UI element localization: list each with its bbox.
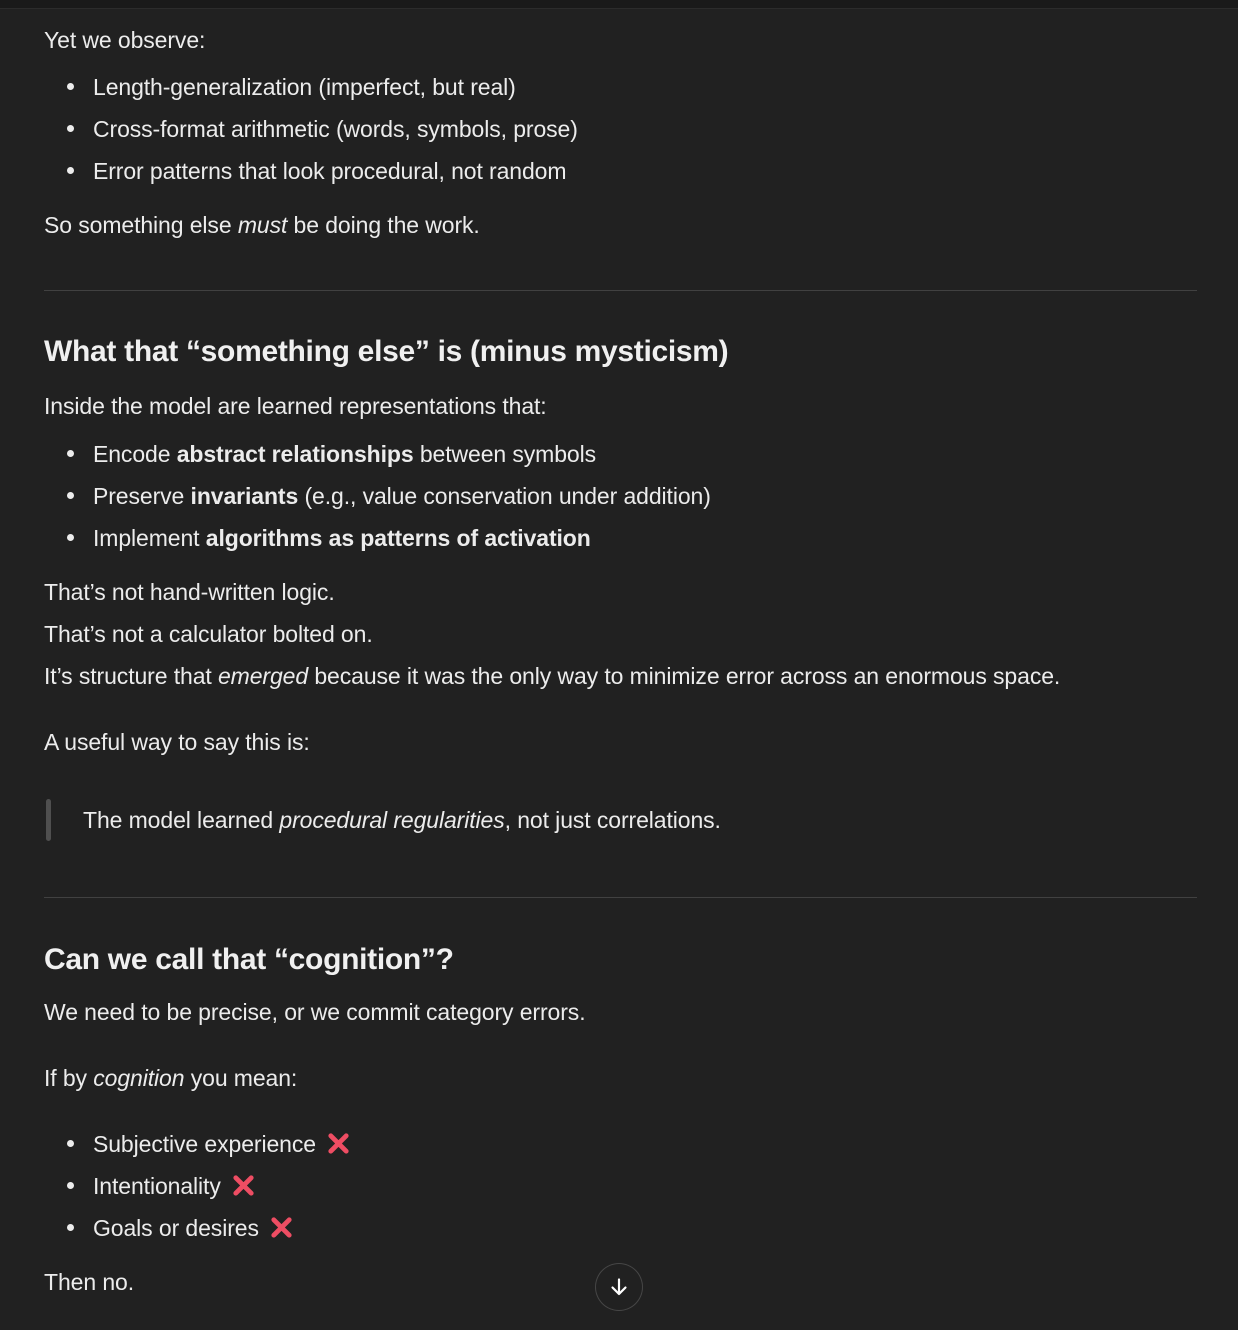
cognition-lead: We need to be precise, or we commit category errors. [44, 999, 586, 1025]
section-divider [44, 290, 1197, 291]
statements-paragraph [44, 571, 1197, 697]
text: The model learned [83, 807, 280, 833]
list-item-text: Goals or desires [93, 1215, 259, 1241]
list-item-text: Error patterns that look procedural, not random [93, 158, 567, 184]
text: you mean: [184, 1065, 298, 1091]
representations-list [44, 433, 1197, 559]
text: Preserve [93, 483, 191, 509]
list-item [44, 1207, 1197, 1249]
list-item [44, 1165, 1197, 1207]
observe-lead: Yet we observe: [44, 27, 206, 53]
list-item-text: Subjective experience [93, 1131, 316, 1157]
text: , not just correlations. [504, 807, 721, 833]
arrow-down-icon [606, 1274, 632, 1300]
scroll-to-bottom-button[interactable] [595, 1263, 643, 1311]
transition-paragraph: A useful way to say this is: [44, 729, 310, 755]
list-item [44, 1123, 1197, 1165]
list-item [44, 517, 1197, 559]
text: between symbols [413, 441, 597, 467]
verdict-paragraph: Then no. [44, 1269, 134, 1295]
bold-text: abstract relationships [176, 441, 414, 467]
bold-text: invariants [190, 483, 299, 509]
cross-mark-icon [268, 1214, 295, 1241]
italic-text: cognition [93, 1065, 185, 1091]
cross-mark-icon [325, 1130, 352, 1157]
text: Encode [93, 441, 177, 467]
list-item-text: Cross-format arithmetic (words, symbols, prose) [93, 116, 578, 142]
text: because it was the only way to minimize error across an enormous space. [308, 663, 1061, 689]
text: That’s not hand-written logic. [44, 579, 335, 605]
list-item [44, 108, 1197, 150]
text: be doing the work. [287, 212, 480, 238]
list-item [44, 475, 1197, 517]
section-heading-cognition: Can we call that “cognition”? [44, 943, 454, 976]
section-heading-something-else: What that “something else” is (minus mysticism) [44, 335, 729, 368]
list-item [44, 433, 1197, 475]
window-top-strip [0, 0, 1238, 9]
text: Implement [93, 525, 206, 551]
text: If by [44, 1065, 94, 1091]
cross-mark-icon [230, 1172, 257, 1199]
italic-text: emerged [217, 663, 309, 689]
blockquote [44, 797, 1197, 843]
list-item-text: Length-generalization (imperfect, but real) [93, 74, 516, 100]
text: So something else [44, 212, 238, 238]
italic-text: must [237, 212, 288, 238]
list-item [44, 150, 1197, 192]
bold-text: algorithms as patterns of activation [205, 525, 591, 551]
text: (e.g., value conservation under addition) [298, 483, 711, 509]
assistant-message [0, 9, 1238, 1303]
rejected-list [44, 1123, 1197, 1249]
list-item-text: Intentionality [93, 1173, 221, 1199]
section-divider [44, 897, 1197, 898]
list-item [44, 66, 1197, 108]
text: That’s not a calculator bolted on. [44, 621, 373, 647]
observe-list [44, 66, 1197, 192]
observe-conclusion [44, 204, 1197, 246]
cognition-condition [44, 1057, 1197, 1099]
italic-text: procedural regularities [279, 807, 505, 833]
something-else-lead: Inside the model are learned representations that: [44, 393, 547, 419]
text: It’s structure that [44, 663, 218, 689]
